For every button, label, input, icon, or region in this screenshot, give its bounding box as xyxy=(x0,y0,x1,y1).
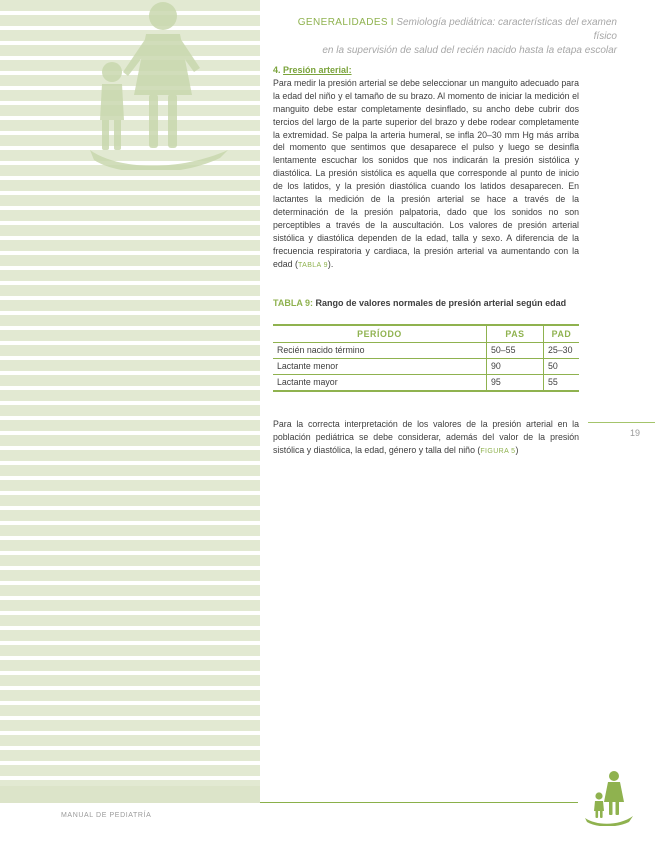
main-content xyxy=(273,64,579,459)
header-pas: PAS xyxy=(487,325,544,343)
blood-pressure-table xyxy=(273,324,579,393)
cell-pas: 90 xyxy=(487,359,544,375)
section-heading xyxy=(273,64,579,77)
section-title: Presión arterial: xyxy=(283,65,352,75)
paragraph2-text: Para la correcta interpretación de los valores de la presión arterial en la población pediátrica se debe considerar, además del valor de la presión sistólica y diastólica, la edad, género y talla del niño xyxy=(273,419,579,456)
page-number: 19 xyxy=(630,428,641,438)
section-paragraph xyxy=(273,77,579,273)
interpretation-paragraph xyxy=(273,418,579,459)
table-reference: TABLA 9 xyxy=(297,261,328,269)
ref2-open: ( xyxy=(477,445,481,456)
parent-child-hand-illustration xyxy=(88,0,238,170)
cell-period: Recién nacido término xyxy=(273,343,487,359)
header-periodo: PERÍODO xyxy=(273,325,487,343)
footer-rule xyxy=(260,802,578,803)
table-tag: TABLA 9: xyxy=(273,297,313,308)
footer-label: MANUAL DE PEDIATRÍA xyxy=(61,812,152,819)
header-title-line1: Semiología pediátrica: características del examen físico xyxy=(396,17,617,42)
ref-close: ). xyxy=(327,258,334,269)
footer-band xyxy=(0,786,260,803)
table-row xyxy=(273,343,579,359)
manual-logo-icon xyxy=(583,770,635,826)
page-number-rule xyxy=(588,422,655,423)
page-header xyxy=(274,16,617,58)
header-pad: PAD xyxy=(544,325,580,343)
section-number: 4. xyxy=(273,65,281,75)
ref2-close: ) xyxy=(515,445,519,456)
figure-reference: FIGURA 5 xyxy=(480,448,516,456)
cell-pas: 95 xyxy=(487,375,544,392)
cell-pad: 50 xyxy=(544,359,580,375)
table-row xyxy=(273,359,579,375)
cell-pad: 25–30 xyxy=(544,343,580,359)
cell-period: Lactante menor xyxy=(273,359,487,375)
ref-open: ( xyxy=(295,258,298,269)
table-caption xyxy=(273,297,579,310)
cell-period: Lactante mayor xyxy=(273,375,487,392)
table-row xyxy=(273,375,579,392)
table-caption-text: Rango de valores normales de presión arterial según edad xyxy=(315,297,567,308)
header-separator: I xyxy=(390,17,394,28)
paragraph-text: Para medir la presión arterial se debe seleccionar un manguito adecuado para la edad del niño y el tamaño de su brazo. Al momento de iniciar la medición el manguito debe estar completamente desinflado, su ancho debe cubrir dos tercios del largo de la parte superior del brazo y debe rodear completamente la extremidad. Se palpa la arteria humeral, se infla 20–30 mm Hg más arriba del momento que sentimos que desaparece el pulso y luego se desinfla lentamente escuchar los sonidos que nos indicarán la presión sistólica y diastólica. La presión sistólica es aquella que corresponde al punto de inicio de los latidos, y la presión diastólica cuando los latidos desaparecen. En lactantes la medición de la presión arterial se hace a través de la determinación de la presión palpatoria, dado que los sonidos no son perceptibles a través de la auscultación. Los valores de presión arterial sistólica y diastólica dependen de la edad, talla y sexo. A diferencia de la frecuencia respiratoria y cardiaca, la presión arterial va aumentando con la edad xyxy=(273,77,579,269)
cell-pad: 55 xyxy=(544,375,580,392)
cell-pas: 50–55 xyxy=(487,343,544,359)
header-section-label: GENERALIDADES xyxy=(297,17,388,28)
header-title-line2: en la supervisión de salud del recién nacido hasta la etapa escolar xyxy=(322,45,617,56)
table-header-row xyxy=(273,325,579,343)
